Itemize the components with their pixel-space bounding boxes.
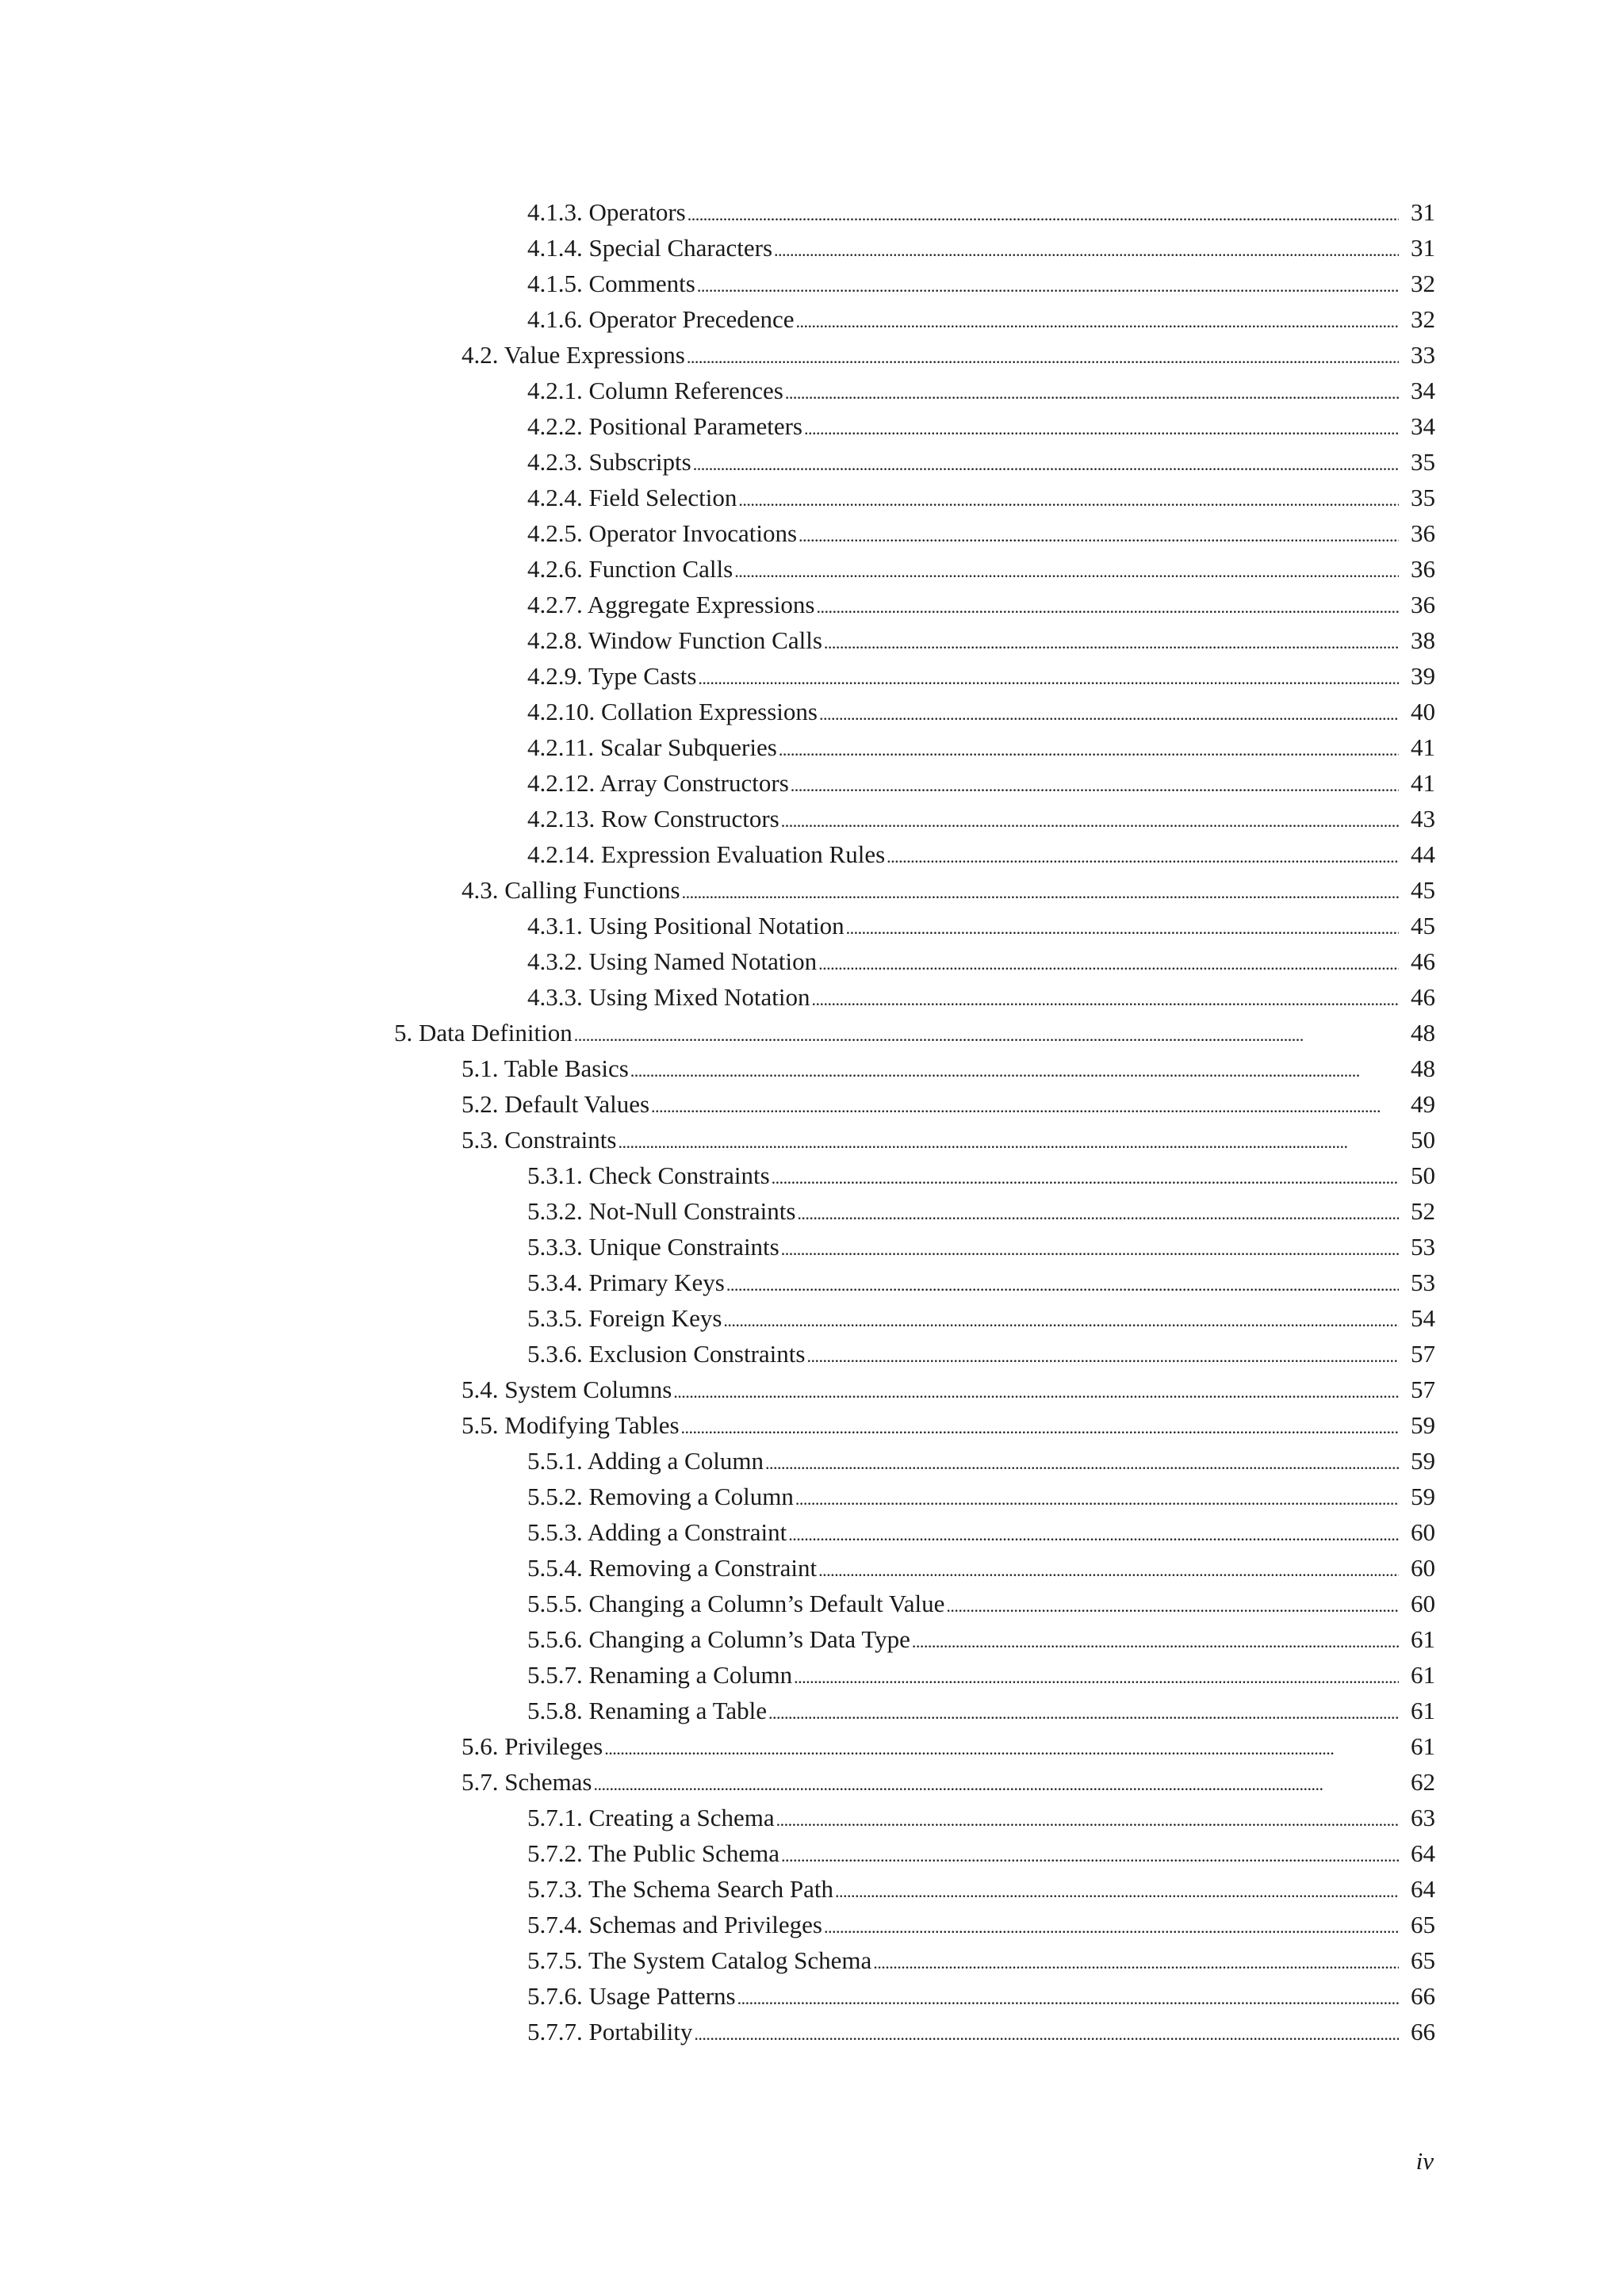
toc-entry-label: 4.3.1. Using Positional Notation [527,912,845,939]
toc-entry[interactable] [527,1586,1624,1621]
dot-leader [824,625,1399,660]
dot-leader [835,1873,1399,1909]
toc-entry[interactable] [527,694,1624,729]
toc-entry[interactable] [527,1550,1624,1586]
dot-leader [697,268,1399,304]
dot-leader [816,589,1399,625]
toc-entry-page-number: 46 [1411,947,1435,975]
dot-leader [795,1481,1399,1517]
dot-leader [687,339,1399,375]
toc-entry[interactable] [394,1015,1624,1050]
toc-entry-label: 5.5.4. Removing a Constraint [527,1554,818,1582]
toc-entry-page-number: 33 [1411,341,1435,369]
toc-entry-page-number: 41 [1411,733,1435,761]
dot-leader [776,1802,1399,1838]
toc-entry[interactable] [527,1158,1624,1193]
toc-entry[interactable] [527,551,1624,587]
dot-leader [781,803,1399,839]
toc-entry[interactable] [527,408,1624,444]
toc-entry-page-number: 61 [1411,1697,1435,1724]
toc-entry-label: 4.1.5. Comments [527,270,695,297]
toc-entry[interactable] [527,515,1624,551]
toc-entry[interactable] [527,266,1624,301]
toc-entry-label: 5.7.4. Schemas and Privileges [527,1911,822,1938]
toc-entry-label: 4.2.4. Field Selection [527,484,737,511]
toc-entry-page-number: 53 [1411,1269,1435,1296]
toc-entry[interactable] [527,1443,1624,1479]
toc-entry-page-number: 36 [1411,591,1435,618]
toc-entry-label: 4.2. Value Expressions [462,341,685,369]
toc-entry-label: 5.5.1. Adding a Column [527,1447,764,1475]
toc-entry-label: 5.5.6. Changing a Column’s Data Type [527,1625,910,1653]
toc-entry-page-number: 35 [1411,448,1435,476]
toc-entry-page-number: 63 [1411,1804,1435,1831]
dot-leader [723,1303,1399,1338]
toc-entry[interactable] [527,373,1624,408]
toc-entry-label: 4.3. Calling Functions [462,876,680,904]
dot-leader [734,553,1399,589]
toc-entry-label: 5.5.2. Removing a Column [527,1483,794,1510]
toc-entry-label: 5.3.4. Primary Keys [527,1269,725,1296]
toc-entry-label: 4.2.13. Row Constructors [527,805,779,832]
toc-entry-page-number: 41 [1411,769,1435,797]
toc-entry-page-number: 61 [1411,1732,1435,1760]
dot-leader [785,375,1399,411]
dot-leader [796,304,1399,339]
toc-entry-page-number: 38 [1411,626,1435,654]
toc-entry-label: 5.7.2. The Public Schema [527,1839,779,1867]
toc-entry-page-number: 34 [1411,412,1435,440]
toc-entry-label: 4.2.11. Scalar Subqueries [527,733,777,761]
dot-leader [737,1980,1399,2016]
toc-entry[interactable] [527,1978,1624,2014]
toc-entry-label: 4.2.6. Function Calls [527,555,733,583]
table-of-contents [0,194,1624,2049]
toc-entry-label: 4.2.14. Expression Evaluation Rules [527,840,886,868]
toc-entry[interactable] [527,194,1624,230]
dot-leader [824,1909,1399,1945]
toc-entry-page-number: 36 [1411,519,1435,547]
toc-entry[interactable] [527,1336,1624,1372]
toc-entry-label: 5.1. Table Basics [462,1054,629,1082]
toc-entry[interactable] [527,2014,1624,2049]
toc-entry-page-number: 32 [1411,270,1435,297]
toc-entry[interactable] [527,444,1624,480]
toc-entry-page-number: 59 [1411,1447,1435,1475]
toc-entry-label: 5.4. System Columns [462,1376,672,1403]
toc-entry-label: 5.3. Constraints [462,1126,617,1154]
toc-entry-label: 5.5.7. Renaming a Column [527,1661,793,1689]
toc-entry[interactable] [527,836,1624,872]
dot-leader [912,1624,1399,1659]
toc-entry-label: 5.7.3. The Schema Search Path [527,1875,833,1903]
toc-entry-page-number: 57 [1411,1376,1435,1403]
toc-entry-page-number: 59 [1411,1411,1435,1439]
dot-leader [774,232,1399,268]
toc-entry[interactable] [527,1835,1624,1871]
toc-entry-page-number: 64 [1411,1875,1435,1903]
toc-entry-label: 5.7.5. The System Catalog Schema [527,1946,872,1974]
dot-leader [806,1338,1399,1374]
toc-entry[interactable] [462,872,1624,908]
toc-entry-label: 4.3.2. Using Named Notation [527,947,818,975]
dot-leader [681,1410,1399,1445]
toc-entry-page-number: 40 [1411,698,1435,725]
dot-leader [819,696,1399,732]
toc-entry-page-number: 61 [1411,1661,1435,1689]
toc-entry-label: 4.2.1. Column References [527,377,783,404]
dot-leader [574,1017,1399,1053]
toc-entry-page-number: 59 [1411,1483,1435,1510]
page-folio: iv [1415,2147,1434,2175]
toc-entry-page-number: 31 [1411,234,1435,262]
dot-leader [873,1945,1399,1980]
toc-entry-page-number: 46 [1411,983,1435,1011]
toc-entry-label: 4.2.12. Array Constructors [527,769,789,797]
toc-entry[interactable] [527,1479,1624,1514]
toc-entry[interactable] [462,1764,1624,1800]
toc-entry[interactable] [527,1621,1624,1657]
toc-entry-page-number: 32 [1411,305,1435,333]
toc-entry-label: 4.2.10. Collation Expressions [527,698,818,725]
toc-entry-page-number: 50 [1411,1126,1435,1154]
toc-entry-label: 4.2.5. Operator Invocations [527,519,798,547]
toc-entry-label: 5.7.1. Creating a Schema [527,1804,775,1831]
dot-leader [593,1766,1399,1802]
toc-entry[interactable] [527,908,1624,943]
toc-entry-page-number: 39 [1411,662,1435,690]
toc-entry-page-number: 54 [1411,1304,1435,1332]
toc-entry-page-number: 49 [1411,1090,1435,1118]
dot-leader [768,1695,1399,1731]
toc-entry-page-number: 60 [1411,1518,1435,1546]
toc-entry-label: 4.1.6. Operator Precedence [527,305,795,333]
toc-entry-label: 5.3.1. Check Constraints [527,1161,770,1189]
dot-leader [688,197,1399,232]
toc-entry-label: 5.5. Modifying Tables [462,1411,680,1439]
toc-entry[interactable] [527,587,1624,622]
toc-entry-label: 4.2.3. Subscripts [527,448,691,476]
toc-entry-page-number: 60 [1411,1590,1435,1617]
toc-entry-label: 5.3.3. Unique Constraints [527,1233,779,1261]
dot-leader [887,839,1399,874]
dot-leader [726,1267,1399,1303]
toc-entry-label: 4.2.2. Positional Parameters [527,412,802,440]
dot-leader [781,1231,1399,1267]
dot-leader [781,1838,1399,1873]
toc-entry[interactable] [462,1086,1624,1122]
dot-leader [788,1517,1399,1552]
toc-entry-page-number: 64 [1411,1839,1435,1867]
toc-entry-label: 5.2. Default Values [462,1090,650,1118]
toc-entry-page-number: 66 [1411,2018,1435,2045]
dot-leader [693,446,1399,482]
toc-entry-page-number: 43 [1411,805,1435,832]
toc-entry[interactable] [462,337,1624,373]
toc-entry[interactable] [527,979,1624,1015]
toc-entry-page-number: 53 [1411,1233,1435,1261]
toc-entry-label: 5.7.6. Usage Patterns [527,1982,736,2010]
toc-entry-label: 5.3.2. Not-Null Constraints [527,1197,796,1225]
toc-entry-page-number: 52 [1411,1197,1435,1225]
toc-entry[interactable] [527,801,1624,836]
toc-entry-label: 4.2.8. Window Function Calls [527,626,822,654]
dot-leader [698,660,1399,696]
toc-entry-page-number: 48 [1411,1054,1435,1082]
toc-entry-page-number: 65 [1411,1946,1435,1974]
toc-entry-page-number: 45 [1411,876,1435,904]
dot-leader [673,1374,1399,1410]
toc-entry[interactable] [462,1122,1624,1158]
dot-leader [682,874,1399,910]
toc-entry-page-number: 61 [1411,1625,1435,1653]
dot-leader [799,518,1399,553]
toc-entry[interactable] [527,1193,1624,1229]
toc-entry[interactable] [462,1728,1624,1764]
toc-entry[interactable] [527,765,1624,801]
toc-entry[interactable] [527,658,1624,694]
dot-leader [651,1089,1399,1124]
toc-entry-page-number: 50 [1411,1161,1435,1189]
toc-entry[interactable] [527,1229,1624,1265]
toc-entry-page-number: 65 [1411,1911,1435,1938]
dot-leader [765,1445,1399,1481]
toc-entry-page-number: 45 [1411,912,1435,939]
toc-entry-page-number: 44 [1411,840,1435,868]
dot-leader [604,1731,1399,1766]
toc-entry[interactable] [462,1050,1624,1086]
dot-leader [818,1552,1399,1588]
toc-entry[interactable] [527,1514,1624,1550]
toc-entry-page-number: 66 [1411,1982,1435,2010]
dot-leader [946,1588,1399,1624]
toc-entry-page-number: 60 [1411,1554,1435,1582]
dot-leader [772,1160,1399,1196]
toc-entry[interactable] [527,1265,1624,1300]
toc-entry[interactable] [527,1300,1624,1336]
toc-entry-page-number: 31 [1411,198,1435,226]
toc-entry[interactable] [527,1800,1624,1835]
toc-entry-label: 5.5.5. Changing a Column’s Default Value [527,1590,945,1617]
toc-entry-page-number: 35 [1411,484,1435,511]
toc-entry[interactable] [527,729,1624,765]
toc-entry-label: 5.6. Privileges [462,1732,603,1760]
dot-leader [797,1196,1399,1231]
dot-leader [794,1659,1399,1695]
toc-entry-label: 5.7.7. Portability [527,2018,693,2045]
toc-entry[interactable] [527,301,1624,337]
toc-entry-label: 4.1.4. Special Characters [527,234,773,262]
dot-leader [738,482,1399,518]
toc-entry-label: 5. Data Definition [394,1019,573,1047]
toc-entry-page-number: 57 [1411,1340,1435,1368]
toc-entry[interactable] [527,1693,1624,1728]
toc-entry-label: 4.2.9. Type Casts [527,662,697,690]
dot-leader [846,910,1399,946]
toc-entry[interactable] [462,1407,1624,1443]
toc-entry-label: 4.3.3. Using Mixed Notation [527,983,810,1011]
dot-leader [818,946,1399,982]
toc-entry[interactable] [527,622,1624,658]
dot-leader [618,1124,1399,1160]
toc-entry-label: 5.3.6. Exclusion Constraints [527,1340,806,1368]
toc-entry-page-number: 48 [1411,1019,1435,1047]
dot-leader [804,411,1399,446]
toc-entry[interactable] [527,1657,1624,1693]
toc-entry-label: 5.7. Schemas [462,1768,592,1796]
toc-entry[interactable] [462,1372,1624,1407]
dot-leader [779,732,1399,767]
toc-entry-label: 5.3.5. Foreign Keys [527,1304,722,1332]
toc-entry-page-number: 36 [1411,555,1435,583]
dot-leader [791,767,1399,803]
toc-entry[interactable] [527,230,1624,266]
toc-entry[interactable] [527,1942,1624,1978]
toc-entry[interactable] [527,1871,1624,1907]
toc-entry-page-number: 34 [1411,377,1435,404]
toc-entry[interactable] [527,1907,1624,1942]
toc-entry-label: 5.5.3. Adding a Constraint [527,1518,787,1546]
dot-leader [630,1053,1399,1089]
toc-entry-label: 4.1.3. Operators [527,198,686,226]
dot-leader [694,2016,1399,2052]
toc-entry[interactable] [527,480,1624,515]
toc-entry-page-number: 62 [1411,1768,1435,1796]
toc-entry[interactable] [527,943,1624,979]
dot-leader [812,982,1400,1017]
toc-entry-label: 4.2.7. Aggregate Expressions [527,591,815,618]
toc-entry-label: 5.5.8. Renaming a Table [527,1697,768,1724]
